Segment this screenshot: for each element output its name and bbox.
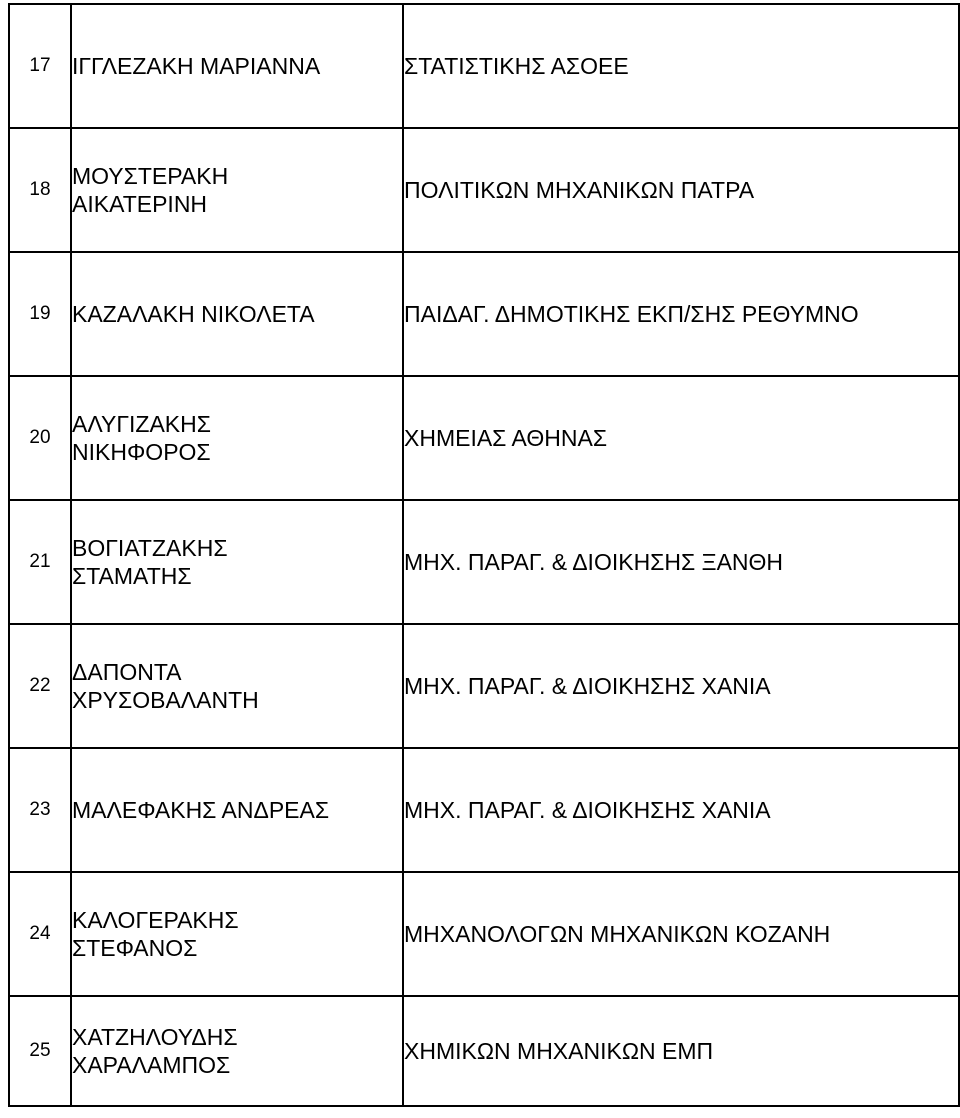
row-number: 17 xyxy=(9,4,71,128)
person-name-line: ΣΤΕΦΑΝΟΣ xyxy=(72,935,198,961)
department: ΜΗΧ. ΠΑΡΑΓ. & ΔΙΟΙΚΗΣΗΣ ΞΑΝΘΗ xyxy=(403,500,959,624)
person-name-line: ΑΛΥΓΙΖΑΚΗΣ xyxy=(72,411,211,437)
person-name xyxy=(71,996,403,1106)
table-row xyxy=(9,500,959,624)
table-row xyxy=(9,624,959,748)
table-row xyxy=(9,872,959,996)
person-name-line: ΔΑΠΟΝΤΑ xyxy=(72,659,182,685)
person-name xyxy=(71,376,403,500)
results-table-body xyxy=(9,4,959,1106)
person-name xyxy=(71,4,403,128)
row-number: 22 xyxy=(9,624,71,748)
row-number: 19 xyxy=(9,252,71,376)
person-name-line: ΣΤΑΜΑΤΗΣ xyxy=(72,563,192,589)
table-row xyxy=(9,748,959,872)
person-name-line: ΝΙΚΗΦΟΡΟΣ xyxy=(72,439,211,465)
row-number: 25 xyxy=(9,996,71,1106)
person-name-line: ΧΑΤΖΗΛΟΥΔΗΣ xyxy=(72,1024,238,1050)
person-name-line: ΧΑΡΑΛΑΜΠΟΣ xyxy=(72,1052,231,1078)
table-row xyxy=(9,376,959,500)
person-name xyxy=(71,624,403,748)
department: ΜΗΧΑΝΟΛΟΓΩΝ ΜΗΧΑΝΙΚΩΝ ΚΟΖΑΝΗ xyxy=(403,872,959,996)
row-number: 23 xyxy=(9,748,71,872)
person-name xyxy=(71,500,403,624)
department: ΜΗΧ. ΠΑΡΑΓ. & ΔΙΟΙΚΗΣΗΣ ΧΑΝΙΑ xyxy=(403,748,959,872)
person-name xyxy=(71,252,403,376)
department: ΠΟΛΙΤΙΚΩΝ ΜΗΧΑΝΙΚΩΝ ΠΑΤΡΑ xyxy=(403,128,959,252)
table-row xyxy=(9,128,959,252)
person-name-line: ΜΑΛΕΦΑΚΗΣ ΑΝΔΡΕΑΣ xyxy=(72,797,330,823)
department: ΧΗΜΙΚΩΝ ΜΗΧΑΝΙΚΩΝ ΕΜΠ xyxy=(403,996,959,1106)
row-number: 24 xyxy=(9,872,71,996)
person-name xyxy=(71,872,403,996)
person-name-line: ΜΟΥΣΤΕΡΑΚΗ xyxy=(72,163,229,189)
table-row xyxy=(9,252,959,376)
person-name-line: ΧΡΥΣΟΒΑΛΑΝΤΗ xyxy=(72,687,259,713)
person-name-line: ΙΓΓΛΕΖΑΚΗ ΜΑΡΙΑΝΝΑ xyxy=(72,53,321,79)
person-name-line: ΑΙΚΑΤΕΡΙΝΗ xyxy=(72,191,208,217)
table-row xyxy=(9,4,959,128)
person-name xyxy=(71,748,403,872)
row-number: 18 xyxy=(9,128,71,252)
person-name-line: ΚΑΖΑΛΑΚΗ ΝΙΚΟΛΕΤΑ xyxy=(72,301,315,327)
department: ΣΤΑΤΙΣΤΙΚΗΣ ΑΣΟΕΕ xyxy=(403,4,959,128)
department: ΠΑΙΔΑΓ. ΔΗΜΟΤΙΚΗΣ ΕΚΠ/ΣΗΣ ΡΕΘΥΜΝΟ xyxy=(403,252,959,376)
row-number: 20 xyxy=(9,376,71,500)
table-row xyxy=(9,996,959,1106)
results-table xyxy=(8,3,960,1107)
row-number: 21 xyxy=(9,500,71,624)
person-name xyxy=(71,128,403,252)
person-name-line: ΚΑΛΟΓΕΡΑΚΗΣ xyxy=(72,907,239,933)
department: ΜΗΧ. ΠΑΡΑΓ. & ΔΙΟΙΚΗΣΗΣ ΧΑΝΙΑ xyxy=(403,624,959,748)
person-name-line: ΒΟΓΙΑΤΖΑΚΗΣ xyxy=(72,535,228,561)
department: ΧΗΜΕΙΑΣ ΑΘΗΝΑΣ xyxy=(403,376,959,500)
